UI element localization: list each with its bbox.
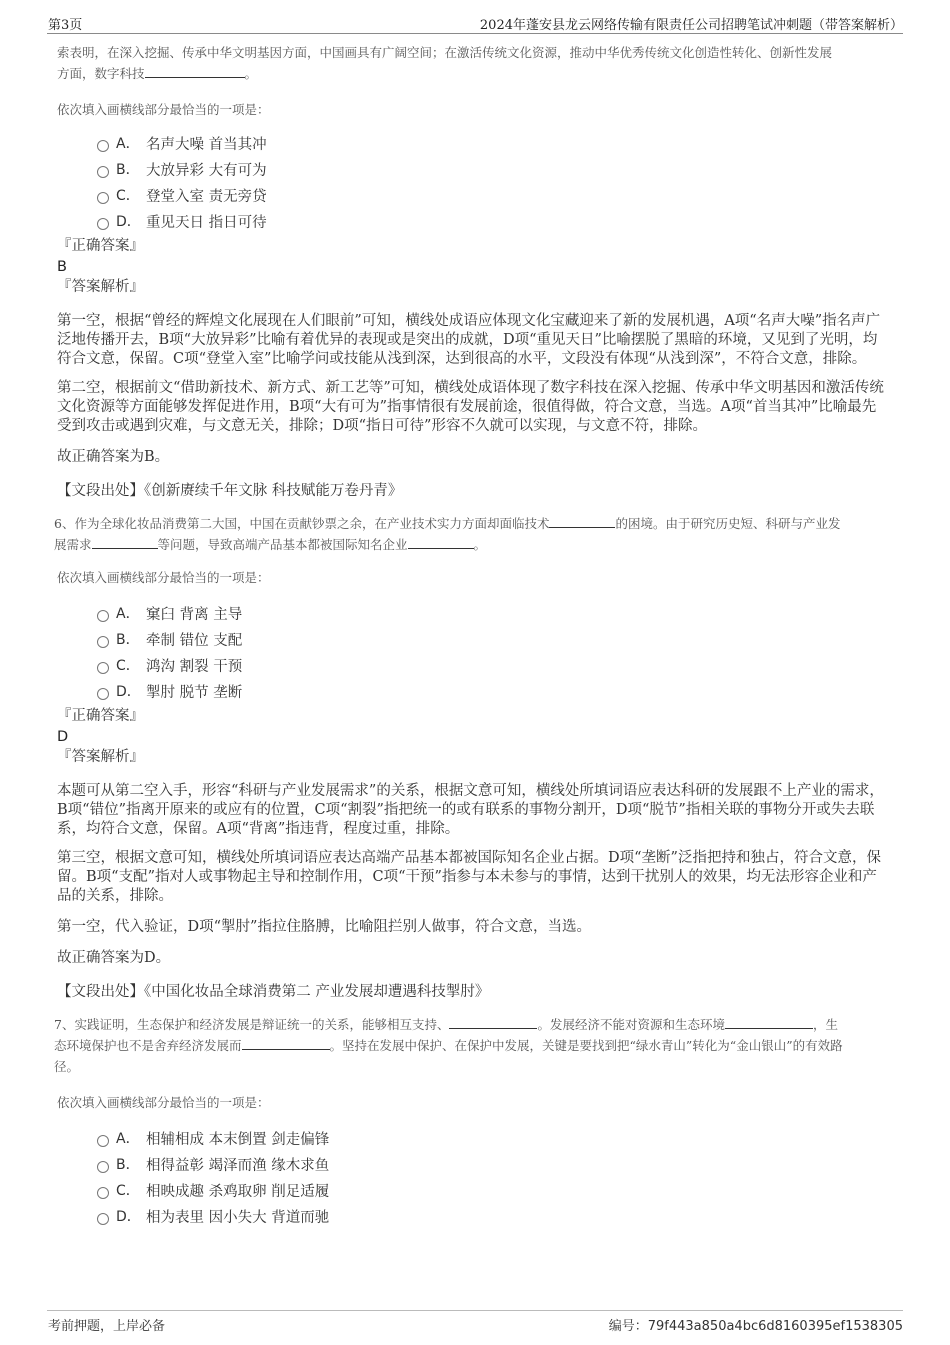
radio-icon[interactable] [97,1213,109,1225]
q7-instruction: 依次填入画横线部分最恰当的一项是： [57,1095,270,1110]
correct-answer-label: 『正确答案』 [57,708,144,724]
radio-icon[interactable] [97,166,109,178]
radio-icon[interactable] [97,636,109,648]
q6-option-d[interactable]: D． 掣肘 脱节 垄断 [97,678,888,704]
q5-options [97,130,888,234]
q5-option-c[interactable]: C． 登堂入室 责无旁贷 [97,182,888,208]
analysis-conclusion: 故正确答案为B。 [57,449,170,465]
answer-blank [92,536,158,549]
source-citation: 【文段出处】《创新赓续千年文脉 科技赋能万卷丹青》 [57,483,403,499]
analysis-label: 『答案解析』 [57,749,144,765]
footer-divider [47,1310,903,1311]
correct-answer: D [57,729,69,745]
radio-icon[interactable] [97,192,109,204]
analysis-paragraph: 第一空，代入验证，D项“掣肘”指拉住胳膊，比喻阻拦别人做事，符合文意，当选。 [57,919,591,935]
q6-stem: 6、作为全球化妆品消费第二大国，中国在贡献钞票之余，在产业技术实力方面却面临技术 的困境。由于研究历史短、科研与产业发 展需求 等问题，导致高端产品基本都被国际知名企业 。 [54,516,841,552]
correct-answer: B [57,259,67,275]
analysis-paragraph: 第一空，根据“曾经的辉煌文化展现在人们眼前”可知，横线处成语应体现文化宝藏迎来了新的发展机遇，A项“名声大噪”指名声广泛地传播开去，B项“大放异彩”比喻有着优异的表现或是突出的成就，D项“重见天日”比喻摆脱了黑暗的环境，又见到了光明，均符合文意，保留。C项“登堂入室”比喻学问或技能从浅到深，达到很高的水平，文段没有体现“从浅到深”，不符合文意，排除。 [57,313,881,367]
radio-icon[interactable] [97,662,109,674]
radio-icon[interactable] [97,218,109,230]
radio-icon[interactable] [97,1161,109,1173]
analysis-paragraph: 本题可从第二空入手，形容“科研与产业发展需求”的关系，根据文意可知，横线处所填词语应表达科研的发展跟不上产业的需求，B项“错位”指离开原来的或应有的位置，C项“割裂”指把统一的或有联系的事物分割开，D项“脱节”指相关联的事物分开或失去联系，均符合文意，保留。A项“背离”指违背，程度过重，排除。 [57,783,884,837]
radio-icon[interactable] [97,140,109,152]
footer-slogan: 考前押题，上岸必备 [48,1319,166,1334]
radio-icon[interactable] [97,610,109,622]
q6-options [97,600,888,704]
answer-blank [242,1037,330,1050]
q7-stem: 7、实践证明，生态保护和经济发展是辩证统一的关系，能够相互支持、 。发展经济不能对资源和生态环境 ，生 态环境保护也不是舍弃经济发展而 。坚持在发展中保护、在保护中发展，关键是要找到把“绿水青山”转化为“金山银山”的有效路 径。 [54,1017,843,1074]
q7-option-d[interactable]: D． 相为表里 因小失大 背道而驰 [97,1203,888,1229]
document-title: 2024年蓬安县龙云网络传输有限责任公司招聘笔试冲刺题（带答案解析） [479,18,903,33]
answer-blank [725,1016,813,1029]
q5-option-a[interactable]: A． 名声大噪 首当其冲 [97,130,888,156]
radio-icon[interactable] [97,1187,109,1199]
q7-option-a[interactable]: A． 相辅相成 本末倒置 剑走偏锋 [97,1125,888,1151]
page-header [0,0,950,32]
correct-answer-label: 『正确答案』 [57,238,144,254]
source-citation: 【文段出处】《中国化妆品全球消费第二 产业发展却遭遇科技掣肘》 [57,984,490,1000]
q5-option-b[interactable]: B． 大放异彩 大有可为 [97,156,888,182]
analysis-conclusion: 故正确答案为D。 [57,950,171,966]
analysis-paragraph: 第三空，根据文意可知，横线处所填词语应表达高端产品基本都被国际知名企业占据。D项“垄断”泛指把持和独占，符合文意，保留。B项“支配”指对人或事物起主导和控制作用，C项“干预”指参与本未参与的事情，达到干扰别人的效果，均无法形容企业和产品的关系，排除。 [57,850,881,904]
page-content [54,42,888,1229]
analysis-label: 『答案解析』 [57,279,144,295]
q6-option-a[interactable]: A． 窠臼 背离 主导 [97,600,888,626]
q5-stem: 索表明，在深入挖掘、传承中华文明基因方面，中国画具有广阔空间；在激活传统文化资源，推动中华优秀传统文化创造性转化、创新性发展 方面，数字科技 。 [57,45,833,81]
page-number: 第3页 [48,18,83,33]
answer-blank [145,65,245,78]
answer-blank [449,1016,537,1029]
q5-option-d[interactable]: D． 重见天日 指日可待 [97,208,888,234]
answer-blank [408,536,474,549]
document-id: 编号：79f443a850a4bc6d8160395ef1538305 [608,1319,903,1334]
q7-option-c[interactable]: C． 相映成趣 杀鸡取卵 削足适履 [97,1177,888,1203]
q6-option-b[interactable]: B． 牵制 错位 支配 [97,626,888,652]
q7-option-b[interactable]: B． 相得益彰 竭泽而渔 缘木求鱼 [97,1151,888,1177]
answer-blank [549,515,615,528]
header-divider [47,33,903,34]
q7-options [97,1125,888,1229]
q6-instruction: 依次填入画横线部分最恰当的一项是： [57,570,270,585]
radio-icon[interactable] [97,688,109,700]
radio-icon[interactable] [97,1135,109,1147]
q5-instruction: 依次填入画横线部分最恰当的一项是： [57,102,270,117]
analysis-paragraph: 第二空，根据前文“借助新技术、新方式、新工艺等”可知，横线处成语体现了数字科技在深入挖掘、传承中华文明基因和激活传统文化资源等方面能够发挥促进作用，B项“大有可为”指事情很有发展前途，很值得做，符合文意，当选。A项“首当其冲”比喻最先受到攻击或遇到灾难，与文意无关，排除；D项“指日可待”形容不久就可以实现，与文意不符，排除。 [57,380,884,434]
q6-option-c[interactable]: C． 鸿沟 割裂 干预 [97,652,888,678]
